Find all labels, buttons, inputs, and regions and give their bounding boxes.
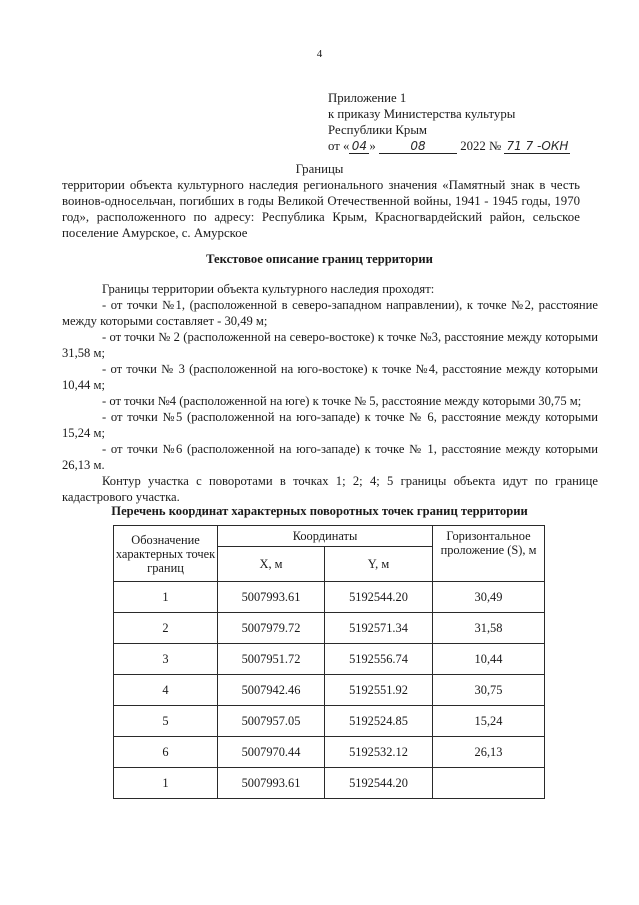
coord-y: 5192544.20 <box>325 768 433 799</box>
description-paragraph: - от точки №6 (расположенной на юго-западе) к точке № 1, расстояние между которыми 26,13 м. <box>62 442 598 472</box>
point-number: 1 <box>114 582 218 613</box>
table-row <box>114 582 545 613</box>
description-paragraph: - от точки №5 (расположенной на юго-западе) к точке № 6, расстояние между которыми 15,24 м; <box>62 410 598 440</box>
description-paragraph: - от точки № 2 (расположенной на северо-востоке) к точке №3, расстояние между которыми 31,58 м; <box>62 330 598 360</box>
coord-x: 5007970.44 <box>218 737 325 768</box>
distance: 31,58 <box>433 613 545 644</box>
table-row <box>114 644 545 675</box>
page-number: 4 <box>316 48 323 60</box>
coord-y: 5192556.74 <box>325 644 433 675</box>
point-number: 2 <box>114 613 218 644</box>
date-mid: » <box>369 139 376 153</box>
coord-y: 5192544.20 <box>325 582 433 613</box>
coord-x: 5007942.46 <box>218 675 325 706</box>
document-title-body: территории объекта культурного наследия регионального значения «Памятный знак в честь воинов-односельчан, погибших в годы Великой Отечественной войны, 1941 - 1945 годы, 1970 год», расположенного по адресу: Республика Крым, Красногвардейский район, сельское поселение Амурское, с. Амурское <box>62 178 580 240</box>
distance: 15,24 <box>433 706 545 737</box>
coordinates-heading: Перечень координат характерных поворотных точек границ территории <box>111 504 528 518</box>
distance: 26,13 <box>433 737 545 768</box>
table-row <box>114 706 545 737</box>
point-number: 6 <box>114 737 218 768</box>
point-number: 1 <box>114 768 218 799</box>
table-row <box>114 768 545 799</box>
coord-y: 5192551.92 <box>325 675 433 706</box>
header-distance: Горизонтальное проложение (S), м <box>433 526 545 582</box>
distance: 10,44 <box>433 644 545 675</box>
description-paragraph: - от точки №1, (расположенной в северо-западном направлении), к точке №2, расстояние между которыми составляет - 30,49 м; <box>62 298 598 328</box>
header-designation: Обозначение характерных точек границ <box>114 526 218 582</box>
description-paragraph: Контур участка с поворотами в точках 1; 2; 4; 5 границы объекта идут по границе кадастрового участка. <box>62 474 598 504</box>
point-number: 3 <box>114 644 218 675</box>
description-heading: Текстовое описание границ территории <box>206 252 433 266</box>
table-row <box>114 613 545 644</box>
handwritten-order-number: 71 7 -ОКН <box>504 140 570 154</box>
header-y: Y, м <box>325 547 433 582</box>
coord-y: 5192571.34 <box>325 613 433 644</box>
handwritten-month: 08 <box>379 140 457 154</box>
coord-y: 5192524.85 <box>325 706 433 737</box>
appendix-title: Приложение 1 <box>328 91 407 105</box>
table-row <box>114 737 545 768</box>
description-paragraph: - от точки №4 (расположенной на юге) к точке № 5, расстояние между которыми 30,75 м; <box>102 394 582 408</box>
table-row <box>114 675 545 706</box>
description-paragraph: - от точки № 3 (расположенной на юго-востоке) к точке №4, расстояние между которыми 10,44 м; <box>62 362 598 392</box>
description-paragraph: Границы территории объекта культурного наследия проходят: <box>102 282 435 296</box>
appendix-header <box>328 90 570 154</box>
coord-y: 5192532.12 <box>325 737 433 768</box>
boundary-description <box>62 281 598 505</box>
point-number: 5 <box>114 706 218 737</box>
header-x: X, м <box>218 547 325 582</box>
distance <box>433 768 545 799</box>
coord-x: 5007993.61 <box>218 582 325 613</box>
date-prefix: от « <box>328 139 350 153</box>
number-sign: № <box>489 139 502 153</box>
date-year: 2022 <box>460 139 486 153</box>
handwritten-day: 04 <box>349 140 369 154</box>
appendix-order-ref: к приказу Министерства культуры <box>328 107 516 121</box>
header-coordinates: Координаты <box>218 526 433 547</box>
coord-x: 5007957.05 <box>218 706 325 737</box>
coordinates-table <box>113 525 545 799</box>
coord-x: 5007979.72 <box>218 613 325 644</box>
distance: 30,75 <box>433 675 545 706</box>
appendix-republic: Республики Крым <box>328 123 428 137</box>
coord-x: 5007951.72 <box>218 644 325 675</box>
appendix-date-line <box>328 138 570 154</box>
document-title: Границы <box>295 162 344 176</box>
coord-x: 5007993.61 <box>218 768 325 799</box>
distance: 30,49 <box>433 582 545 613</box>
point-number: 4 <box>114 675 218 706</box>
